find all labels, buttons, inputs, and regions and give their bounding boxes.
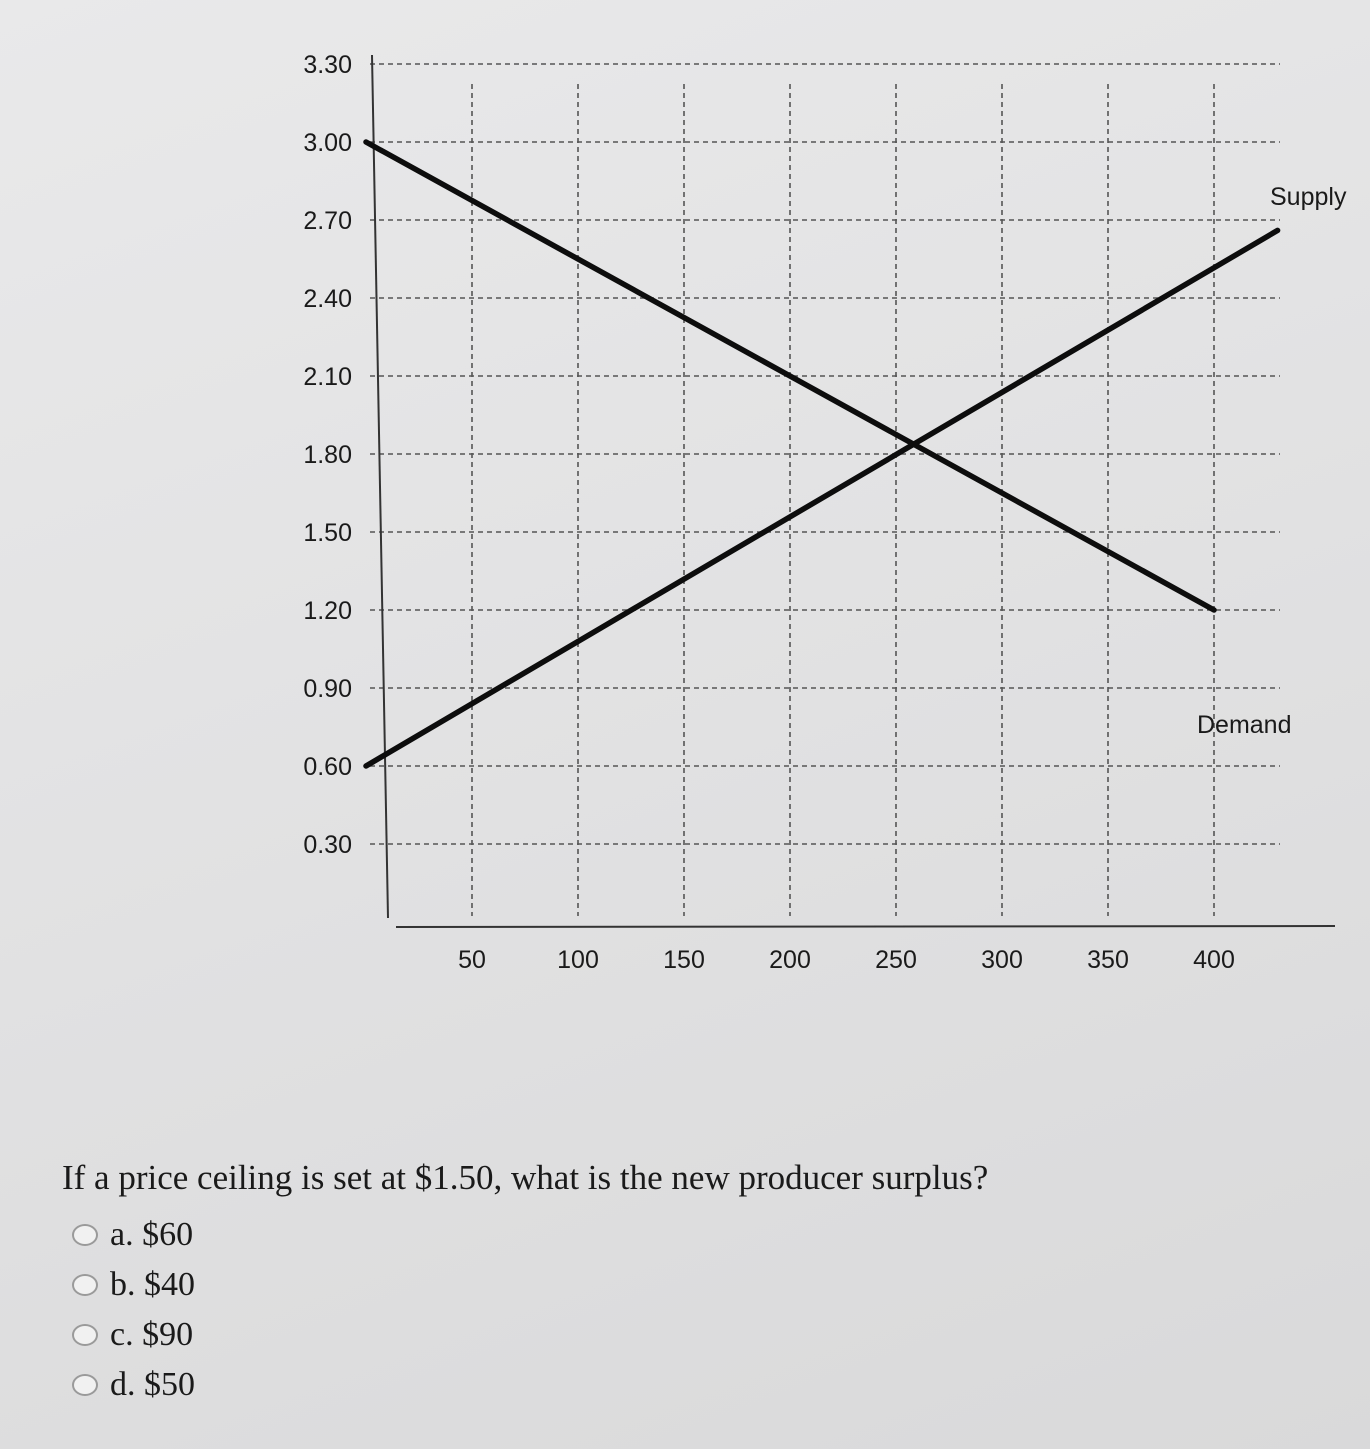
x-tick-label: 150	[663, 946, 705, 974]
option-label: c. $90	[110, 1316, 194, 1353]
y-axis	[372, 55, 388, 918]
grid	[370, 64, 1280, 916]
radio-button[interactable]	[72, 1274, 98, 1296]
option-label: d. $50	[110, 1366, 195, 1403]
y-tick-label: 2.70	[303, 207, 352, 235]
y-tick-labels	[303, 51, 352, 859]
option-label: b. $40	[110, 1266, 195, 1303]
radio-button[interactable]	[72, 1324, 98, 1346]
y-tick-label: 1.20	[303, 597, 352, 625]
x-tick-label: 250	[875, 946, 917, 974]
y-tick-label: 3.00	[303, 129, 352, 157]
y-tick-label: 1.80	[303, 441, 352, 469]
y-tick-label: 0.60	[303, 753, 352, 781]
y-tick-label: 0.30	[303, 831, 352, 859]
question-text: If a price ceiling is set at $1.50, what is the new producer surplus?	[62, 1158, 989, 1197]
x-tick-labels	[458, 946, 1235, 974]
y-tick-label: 2.40	[303, 285, 352, 313]
x-tick-label: 350	[1087, 946, 1129, 974]
x-tick-label: 50	[458, 946, 486, 974]
option-d[interactable]	[72, 1360, 195, 1410]
option-label: a. $60	[110, 1216, 194, 1253]
radio-button[interactable]	[72, 1224, 98, 1246]
supply-label: Supply	[1270, 183, 1347, 211]
answer-options	[72, 1210, 195, 1410]
x-tick-label: 100	[557, 946, 599, 974]
option-a[interactable]	[72, 1210, 195, 1260]
x-tick-label: 300	[981, 946, 1023, 974]
radio-button[interactable]	[72, 1374, 98, 1396]
y-tick-label: 2.10	[303, 363, 352, 391]
supply-curve	[366, 230, 1278, 766]
x-tick-label: 200	[769, 946, 811, 974]
y-tick-label: 0.90	[303, 675, 352, 703]
demand-label: Demand	[1197, 711, 1292, 739]
y-tick-label: 1.50	[303, 519, 352, 547]
option-b[interactable]	[72, 1260, 195, 1310]
x-tick-label: 400	[1193, 946, 1235, 974]
x-axis	[396, 926, 1335, 927]
option-c[interactable]	[72, 1310, 195, 1360]
y-tick-label: 3.30	[303, 51, 352, 79]
